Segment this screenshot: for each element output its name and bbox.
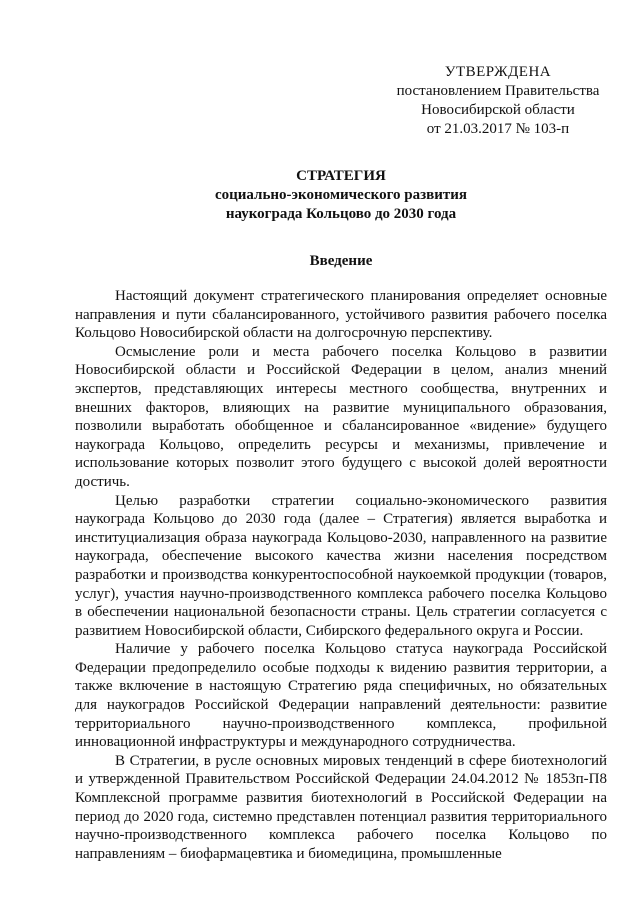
paragraph: Настоящий документ стратегического планирования определяет основные направления и пути сбалансированного, устойчивого развития рабочего поселка Кольцово Новосибирской области на долгосрочную перспективу. [75,288,607,342]
document-subtitle-2: наукограда Кольцово до 2030 года [225,206,457,222]
approval-stamp [378,63,618,139]
paragraph: Целью разработки стратегии социально-экономического развития наукограда Кольцово до 2030 года (далее – Стратегия) является выработка и институциализация образа наукограда Кольцово-2030, направленного на развитие наукограда, обеспечение высокого качества жизни населения посредством разработки и производства конкурентоспособной наукоемкой продукции (товаров, услуг), участия научно-производственного комплекса рабочего поселка Кольцово в обеспечении национальной безопасности страны. Цель стратегии согласуется с развитием Новосибирской области, Сибирского федерального округа и России. [75,492,607,639]
paragraph: Осмысление роли и места рабочего поселка Кольцово в развитии Новосибирской области и Российской Федерации в целом, анализ мнений экспертов, представляющих интересы местного сообщества, внутренних и внешних факторов, влияющих на развитие муниципального образования, позволили выработать обобщенное и сбалансированное «видение» будущего наукограда Кольцово, определить ресурсы и механизмы, привлечение и использование которых позволит этого будущего с высокой долей вероятности достичь. [75,343,607,490]
paragraph: В Стратегии, в русле основных мировых тенденций в сфере биотехнологий и утвержденной Правительством Российской Федерации 24.04.2012 № 1853п-П8 Комплексной программе развития биотехнологий в Российской Федерации на период до 2020 года, системно представлен потенциал развития территориального научно-производственного комплекса рабочего поселка Кольцово по направлениям – биофармацевтика и биомедицина, промышленные [75,752,607,862]
approval-date-number: от 21.03.2017 № 103-п [426,121,570,137]
section-heading: Введение [309,253,373,269]
approval-line-2: Новосибирской области [421,102,575,118]
approval-title: УТВЕРЖДЕНА [444,64,552,80]
document-title-block [75,167,607,224]
body-text [75,287,607,863]
document-subtitle-1: социально-экономического развития [214,187,468,203]
approval-line-1: постановлением Правительства [396,83,600,99]
document-title: СТРАТЕГИЯ [296,168,386,184]
paragraph: Наличие у рабочего поселка Кольцово статуса наукограда Российской Федерации предопределило особые подходы к видению развития территории, а также включение в настоящую Стратегию ряда специфичных, но обязательных для наукоградов Российской Федерации направлений деятельности: развитие территориального научно-производственного комплекса, профильной инновационной инфраструктуры и международного сотрудничества. [75,641,607,751]
